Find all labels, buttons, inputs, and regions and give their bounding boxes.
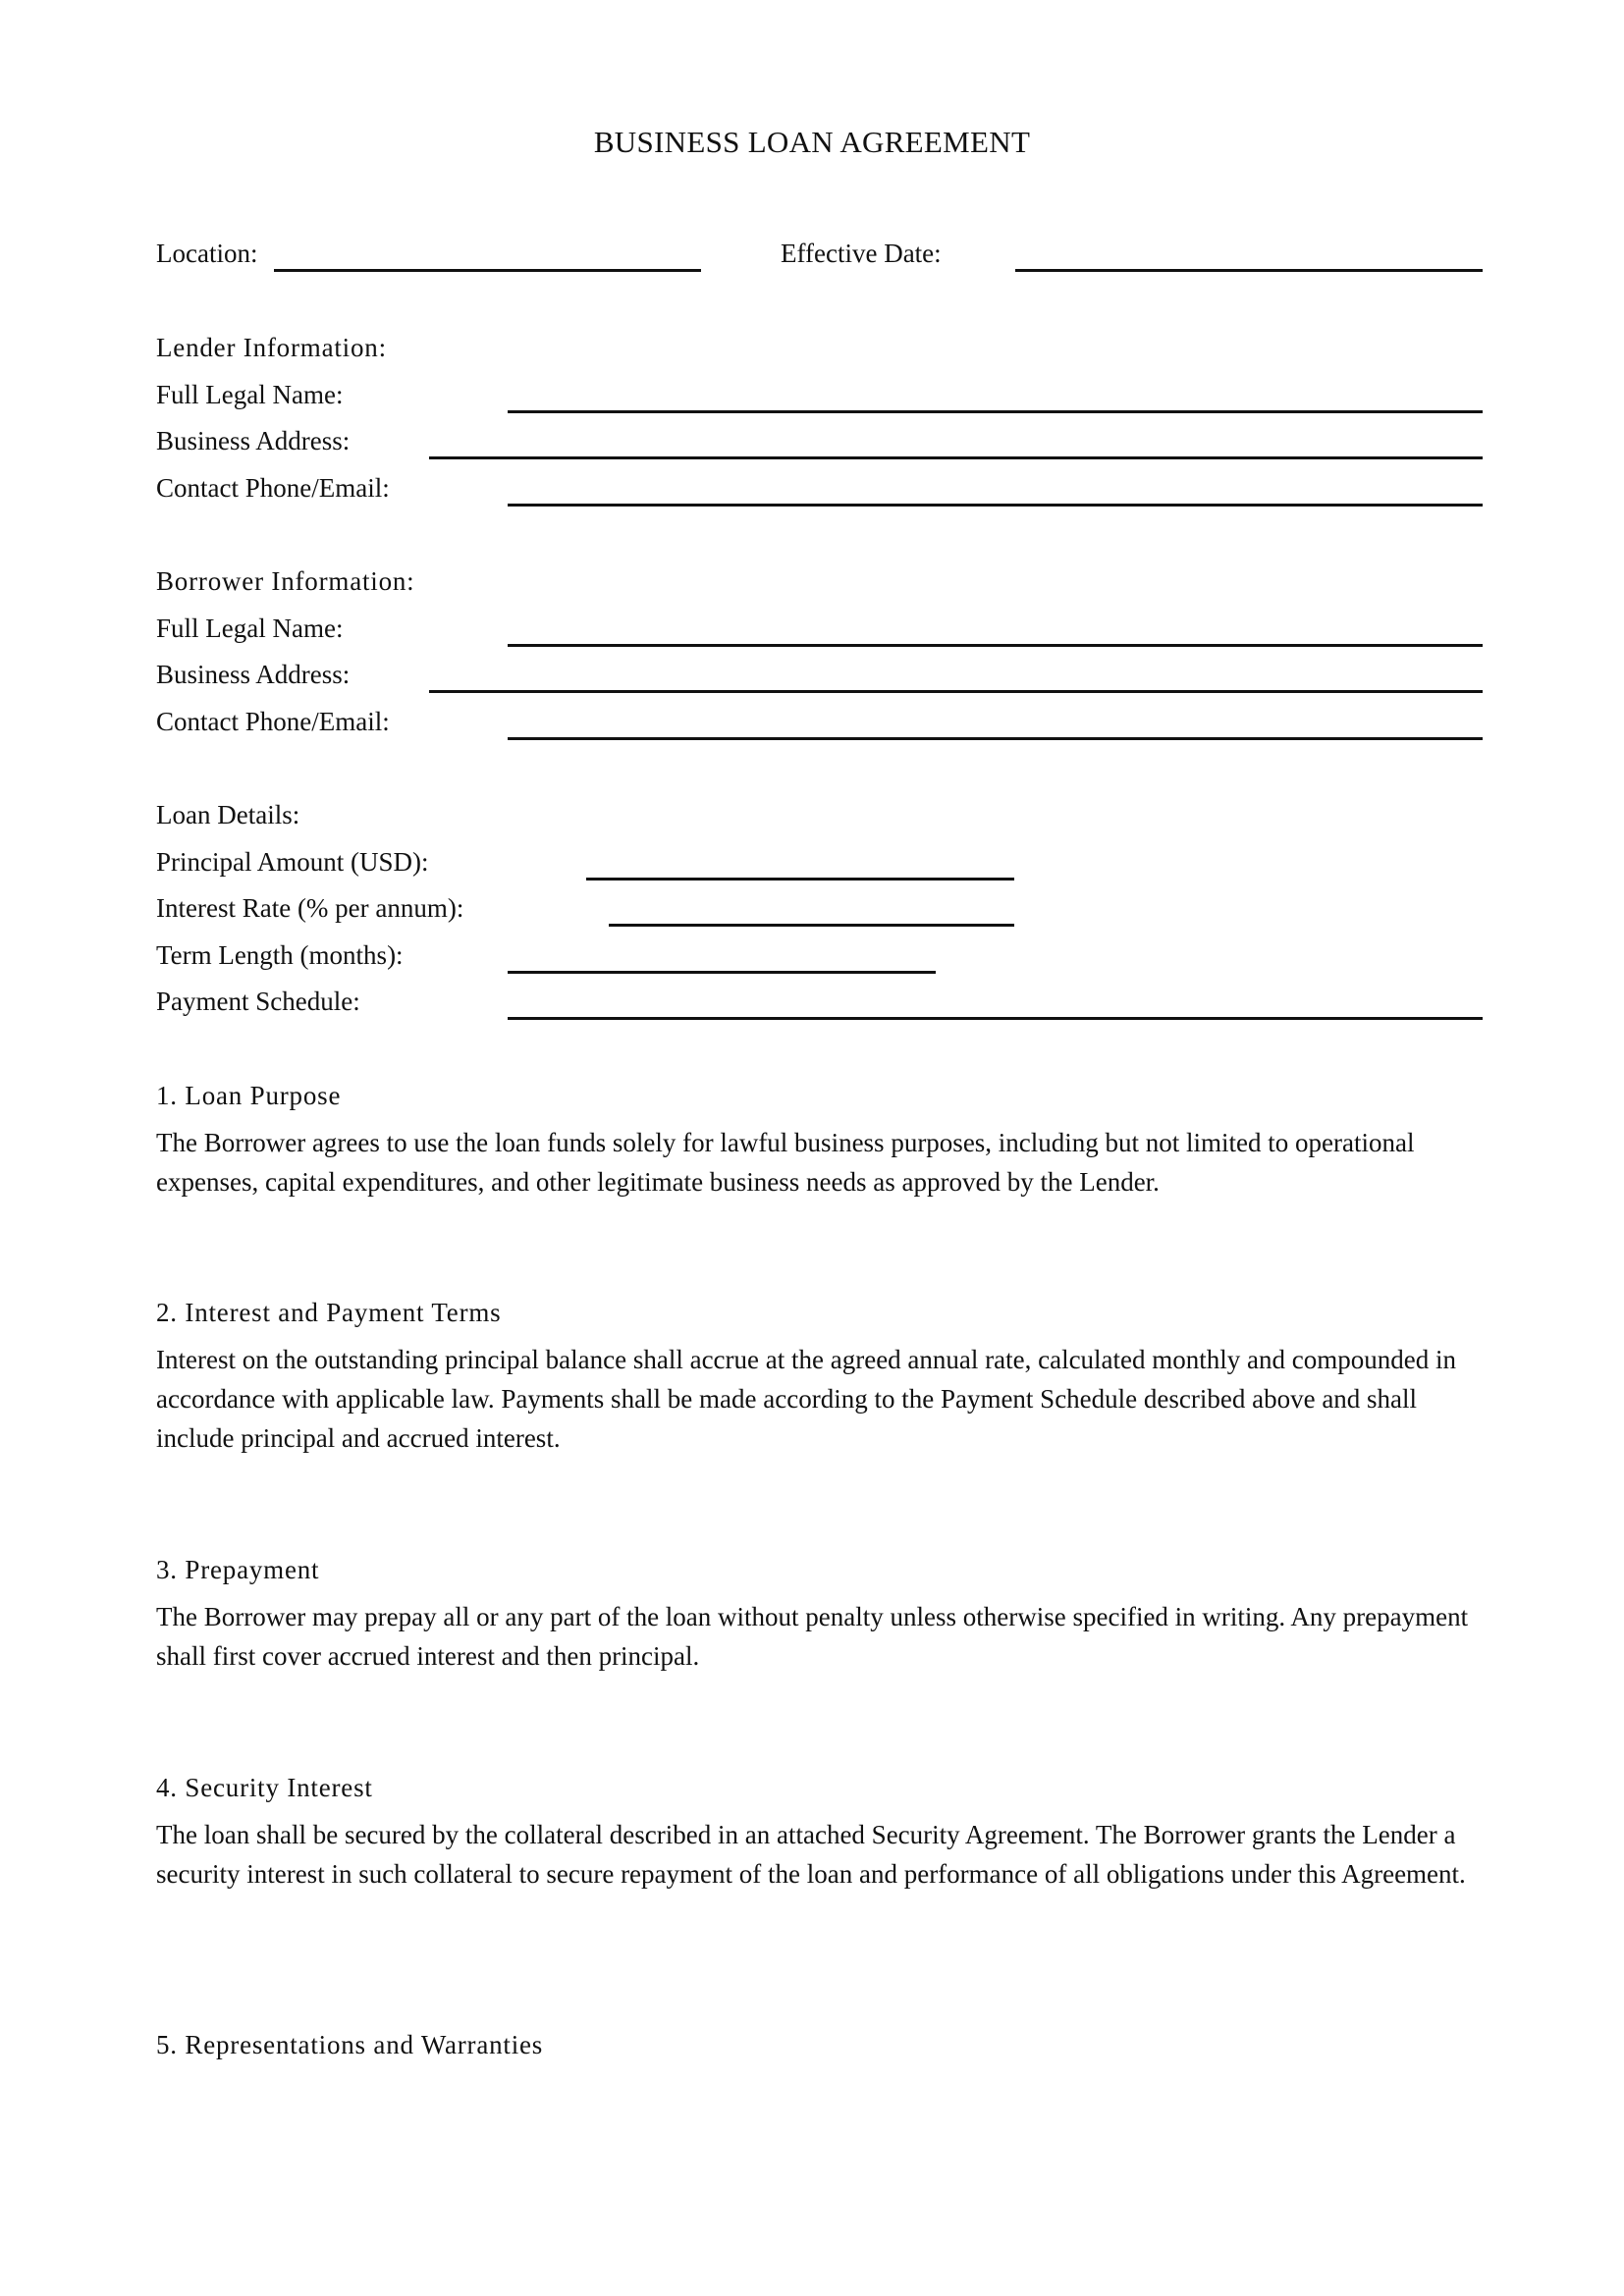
lender-business-address-field[interactable] (429, 456, 1483, 459)
lender-heading: Lender Information: (156, 333, 387, 362)
lender-full-legal-name-field[interactable] (508, 410, 1483, 413)
payment-schedule-label: Payment Schedule: (156, 987, 360, 1016)
section-heading-security-interest: 4. Security Interest (156, 1773, 373, 1802)
location-label: Location: (156, 239, 258, 268)
document-title: BUSINESS LOAN AGREEMENT (593, 125, 1031, 159)
section-body-security-interest: The loan shall be secured by the collateral described in an attached Security Agreement. The Borrower grants the Lender a security interest in such collateral to secure repayment of the loan and performance of all obligations under this Agreement. (156, 1820, 1466, 1889)
borrower-full-legal-name-label: Full Legal Name: (156, 614, 344, 643)
section-body-interest-payment: Interest on the outstanding principal balance shall accrue at the agreed annual rate, calculated monthly and compounded in accordance with applicable law. Payments shall be made according to the Payment Schedule described above and shall include principal and accrued interest. (156, 1345, 1456, 1453)
lender-full-legal-name-label: Full Legal Name: (156, 380, 344, 409)
term-length-field[interactable] (508, 971, 936, 974)
section-heading-interest-payment: 2. Interest and Payment Terms (156, 1298, 502, 1327)
section-body-prepayment: The Borrower may prepay all or any part of the loan without penalty unless otherwise specified in writing. Any prepayment shall first cover accrued interest and then principal. (156, 1602, 1469, 1671)
lender-contact-field[interactable] (508, 504, 1483, 507)
loan-details-heading: Loan Details: (156, 800, 300, 829)
interest-rate-field[interactable] (609, 924, 1014, 927)
borrower-contact-label: Contact Phone/Email: (156, 707, 390, 736)
section-heading-prepayment: 3. Prepayment (156, 1555, 320, 1584)
term-length-label: Term Length (months): (156, 940, 404, 970)
lender-business-address-label: Business Address: (156, 426, 351, 455)
section-heading-representations: 5. Representations and Warranties (156, 2030, 544, 2059)
borrower-contact-field[interactable] (508, 737, 1483, 740)
section-body-loan-purpose: The Borrower agrees to use the loan funds solely for lawful business purposes, including but not limited to operational expenses, capital expenditures, and other legitimate business needs as approved by the Lender. (156, 1128, 1415, 1197)
effective-date-label: Effective Date: (781, 239, 942, 268)
principal-amount-field[interactable] (586, 878, 1014, 881)
borrower-full-legal-name-field[interactable] (508, 644, 1483, 647)
payment-schedule-field[interactable] (508, 1017, 1483, 1020)
borrower-business-address-field[interactable] (429, 690, 1483, 693)
location-field[interactable] (274, 269, 701, 272)
borrower-business-address-label: Business Address: (156, 660, 351, 689)
lender-contact-label: Contact Phone/Email: (156, 473, 390, 503)
borrower-heading: Borrower Information: (156, 566, 415, 596)
principal-amount-label: Principal Amount (USD): (156, 847, 429, 877)
effective-date-field[interactable] (1015, 269, 1483, 272)
section-heading-loan-purpose: 1. Loan Purpose (156, 1081, 342, 1110)
interest-rate-label: Interest Rate (% per annum): (156, 893, 464, 923)
